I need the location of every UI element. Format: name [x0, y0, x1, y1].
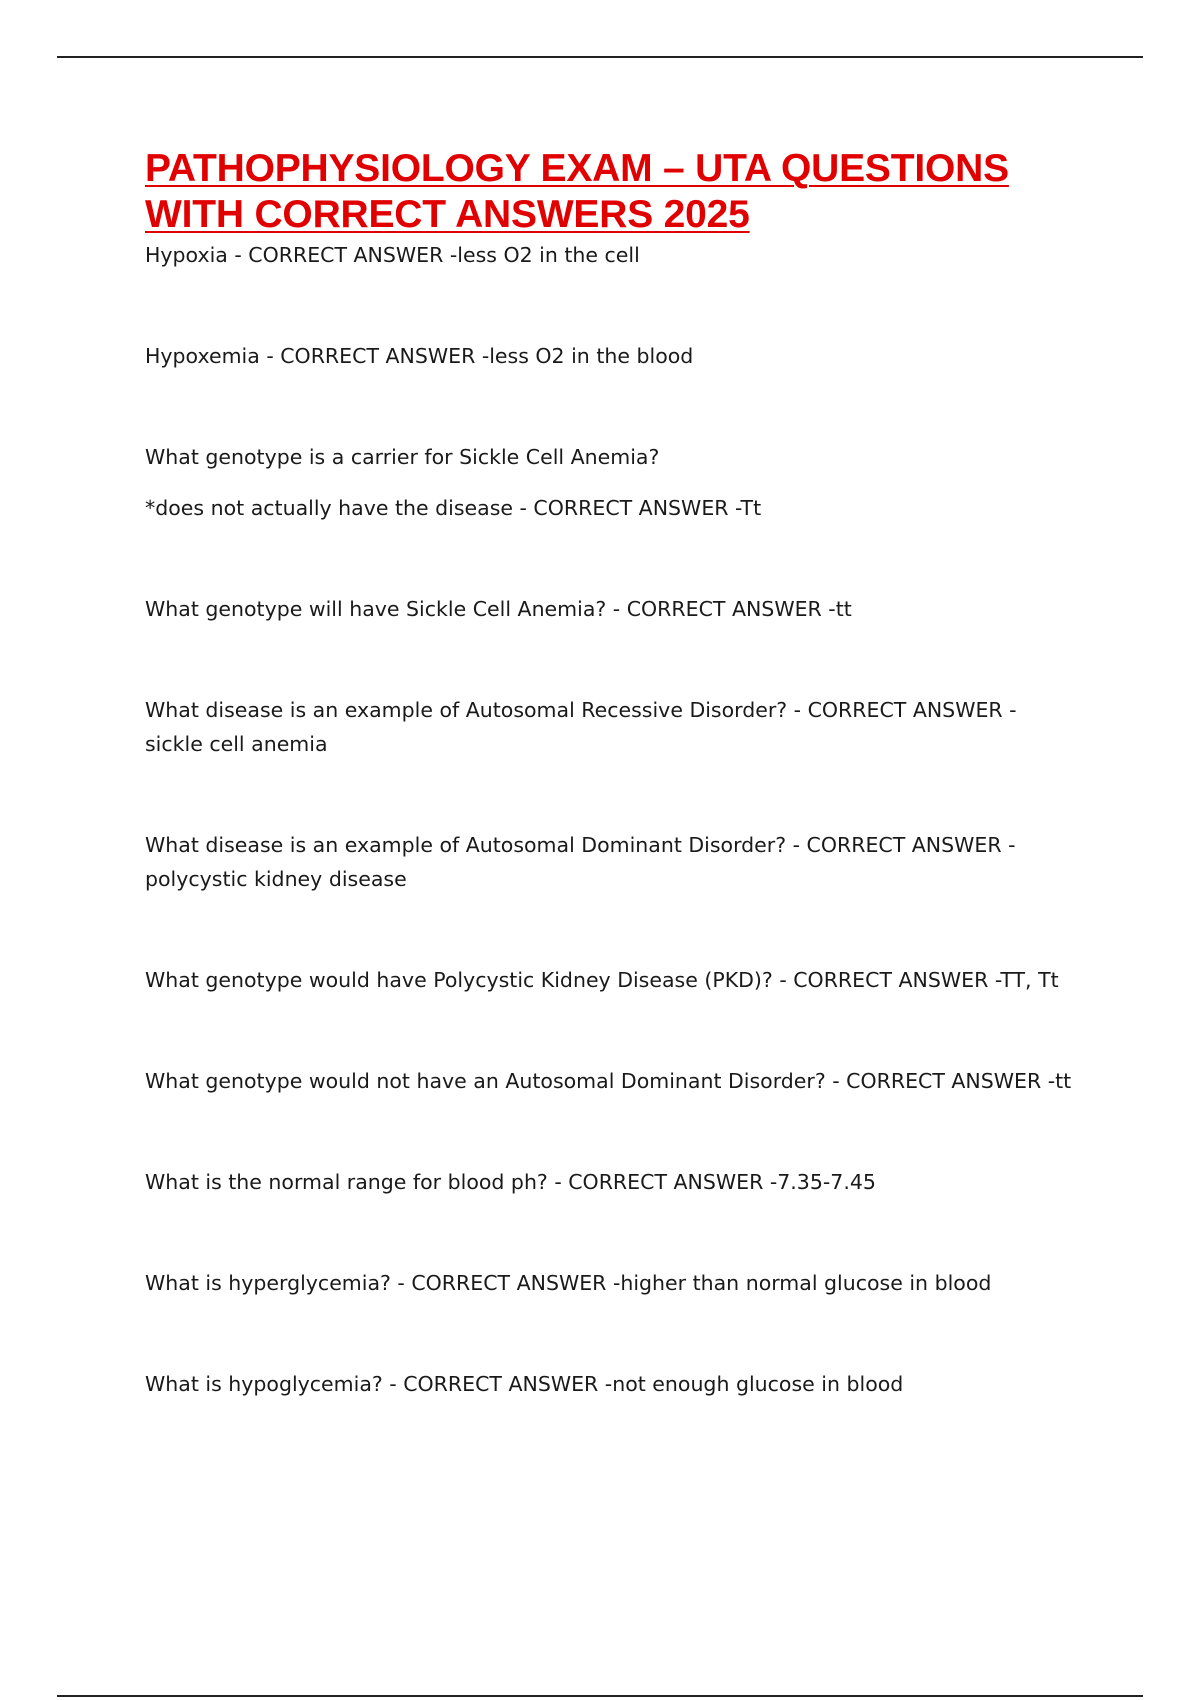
- qa-item: [145, 440, 1105, 525]
- qa-text: What is the normal range for blood ph? - CORRECT ANSWER -7.35-7.45: [145, 1170, 876, 1194]
- qa-list: [145, 238, 1105, 1401]
- qa-item: [145, 238, 1105, 272]
- top-rule: [57, 56, 1143, 58]
- qa-text: Hypoxemia - CORRECT ANSWER -less O2 in the blood: [145, 344, 694, 368]
- qa-text: What genotype would not have an Autosomal Dominant Disorder? - CORRECT ANSWER -tt: [145, 1069, 1072, 1093]
- qa-item: [145, 1367, 1105, 1401]
- qa-item: [145, 1165, 1105, 1199]
- qa-text: What genotype will have Sickle Cell Anemia? - CORRECT ANSWER -tt: [145, 597, 852, 621]
- document-title: [145, 146, 1105, 238]
- bottom-rule: [57, 1695, 1143, 1697]
- qa-item: [145, 592, 1105, 626]
- title-line-1: PATHOPHYSIOLOGY EXAM – UTA QUESTIONS: [145, 147, 1009, 190]
- qa-text: What disease is an example of Autosomal Recessive Disorder? - CORRECT ANSWER - sickle cell anemia: [145, 698, 1017, 756]
- qa-item: [145, 828, 1105, 896]
- qa-text-continued: *does not actually have the disease - CORRECT ANSWER -Tt: [145, 496, 762, 520]
- document-body: [145, 146, 1105, 1401]
- qa-text: What is hypoglycemia? - CORRECT ANSWER -not enough glucose in blood: [145, 1372, 904, 1396]
- qa-text: What is hyperglycemia? - CORRECT ANSWER -higher than normal glucose in blood: [145, 1271, 992, 1295]
- title-line-2: WITH CORRECT ANSWERS 2025: [145, 193, 750, 236]
- qa-item: [145, 693, 1105, 761]
- qa-item: [145, 1266, 1105, 1300]
- qa-item: [145, 1064, 1105, 1098]
- qa-text: What genotype would have Polycystic Kidney Disease (PKD)? - CORRECT ANSWER -TT, Tt: [145, 968, 1059, 992]
- qa-text: What genotype is a carrier for Sickle Cell Anemia?: [145, 445, 660, 469]
- qa-text: Hypoxia - CORRECT ANSWER -less O2 in the cell: [145, 243, 640, 267]
- qa-item: [145, 963, 1105, 997]
- qa-text: What disease is an example of Autosomal Dominant Disorder? - CORRECT ANSWER - polycystic kidney disease: [145, 833, 1016, 891]
- qa-item: [145, 339, 1105, 373]
